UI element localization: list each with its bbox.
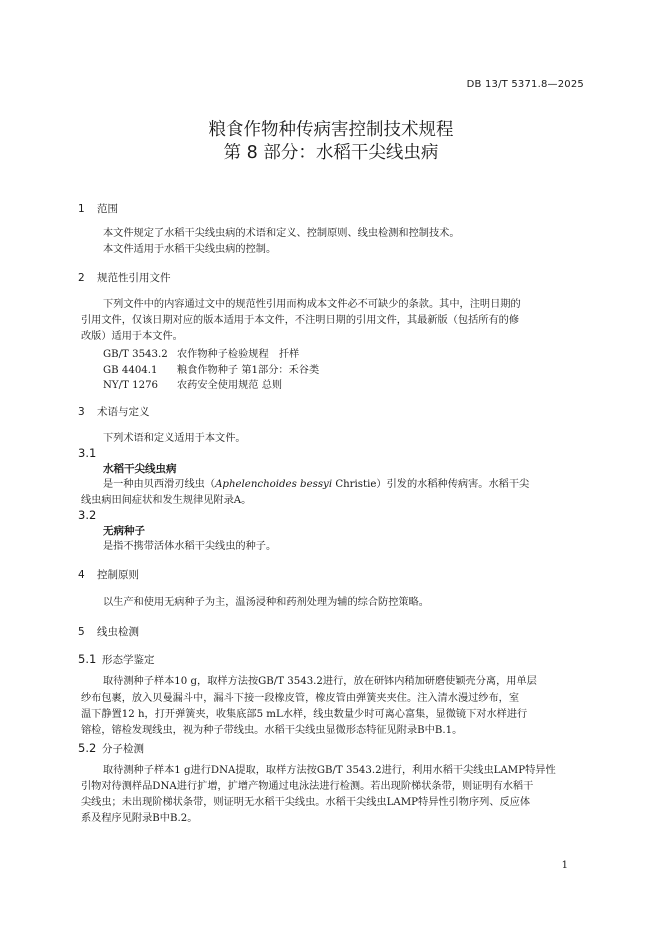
section-4-heading bbox=[78, 567, 139, 582]
paragraph-line: 系及程序见附录B中B.2。 bbox=[81, 813, 198, 824]
term-number: 3.2 bbox=[78, 508, 97, 522]
term-definition: 是指不携带活体水稻干尖线虫的种子。 bbox=[103, 541, 277, 552]
paragraph-line: 尖线虫；未出现阶梯状条带，则证明无水稻干尖线虫。水稻干尖线虫LAMP特异性引物序列、反应体 bbox=[81, 797, 531, 808]
reference-code: GB/T 3543.2 bbox=[103, 349, 168, 360]
paragraph: 以生产和使用无病种子为主，温汤浸种和药剂处理为辅的综合防控策略。 bbox=[103, 597, 429, 608]
page-number: 1 bbox=[561, 860, 568, 871]
reference-item bbox=[103, 361, 319, 376]
subsection-5-1-heading bbox=[78, 652, 155, 667]
term-number: 3.1 bbox=[78, 446, 97, 460]
subsection-5-2-heading bbox=[78, 741, 144, 756]
paragraph-line: 取待测种子样本10 g，取样方法按GB/T 3543.2进行，放在研钵内稍加研磨使颖壳分离，用单层 bbox=[103, 676, 537, 687]
paragraph-line: 改版）适用于本文件。 bbox=[81, 331, 183, 342]
paragraph-line: 镕检，镕检发现线虫，视为种子带线虫。水稻干尖线虫显微形态特征见附录B中B.1。 bbox=[81, 725, 463, 736]
reference-item bbox=[103, 345, 299, 360]
section-number: 3 bbox=[78, 406, 85, 418]
subsection-title: 分子检测 bbox=[102, 743, 144, 755]
paragraph: 本文件适用于水稻干尖线虫病的控制。 bbox=[103, 244, 277, 255]
section-title: 规范性引用文件 bbox=[97, 272, 171, 284]
reference-title: 粮食作物种子 第1部分：禾谷类 bbox=[177, 365, 320, 376]
paragraph-line: 下列文件中的内容通过文中的规范性引用而构成本文件必不可缺少的条款。其中，注明日期的 bbox=[103, 299, 521, 310]
term-title: 水稻干尖线虫病 bbox=[103, 463, 177, 475]
paragraph-line: 引物对待测样品DNA进行扩增，扩增产物通过电泳法进行检测。若出现阶梯状条带，则证明有水稻干 bbox=[81, 781, 534, 792]
definition-text: Christie）引发的水稻种传病害。水稻干尖 bbox=[332, 479, 530, 490]
subsection-number: 5.2 bbox=[78, 741, 97, 755]
term-definition bbox=[103, 476, 529, 493]
reference-title: 农作物种子检验规程 扦样 bbox=[177, 349, 300, 360]
reference-code: NY/T 1276 bbox=[103, 380, 159, 391]
paragraph-line: 引用文件，仅该日期对应的版本适用于本文件，不注明日期的引用文件，其最新版（包括所有的修 bbox=[81, 315, 520, 326]
paragraph-line: 纱布包裹，放入贝曼漏斗中，漏斗下接一段橡皮管，橡皮管由弹簧夹夹住。注入清水漫过纱布，室 bbox=[81, 693, 520, 704]
paragraph-line: 温下静置12 h，打开弹簧夹，收集底部5 mL水样，线虫数量少时可离心富集，显微镜下对水样进行 bbox=[81, 709, 528, 720]
section-number: 1 bbox=[78, 203, 85, 215]
reference-title: 农药安全使用规范 总则 bbox=[177, 380, 283, 391]
paragraph: 本文件规定了水稻干尖线虫病的术语和定义、控制原则、线虫检测和控制技术。 bbox=[103, 228, 460, 239]
section-5-heading bbox=[78, 624, 139, 639]
section-title: 范围 bbox=[97, 203, 118, 215]
section-number: 2 bbox=[78, 272, 85, 284]
section-1-heading bbox=[78, 201, 118, 216]
standard-code: DB 13/T 5371.8—2025 bbox=[466, 79, 584, 90]
section-number: 5 bbox=[78, 626, 85, 638]
definition-text: 是一种由贝西滑刃线虫（ bbox=[103, 479, 216, 490]
paragraph-line: 取待测种子样本1 g进行DNA提取，取样方法按GB/T 3543.2进行，利用水稻干尖线虫LAMP特异性 bbox=[103, 765, 556, 776]
document-title: 粮食作物种传病害控制技术规程 bbox=[208, 120, 454, 140]
scientific-name: Aphelenchoides bessyi bbox=[215, 479, 333, 490]
section-title: 线虫检测 bbox=[97, 626, 139, 638]
reference-item bbox=[103, 376, 282, 391]
section-title: 术语与定义 bbox=[97, 406, 150, 418]
reference-code: GB 4404.1 bbox=[103, 365, 158, 376]
paragraph: 下列术语和定义适用于本文件。 bbox=[103, 433, 246, 444]
section-3-heading bbox=[78, 404, 150, 419]
document-subtitle: 第 8 部分：水稻干尖线虫病 bbox=[223, 143, 439, 163]
section-number: 4 bbox=[78, 569, 85, 581]
term-title: 无病种子 bbox=[103, 525, 145, 537]
term-definition-line: 线虫病田间症状和发生规律见附录A。 bbox=[81, 495, 252, 506]
section-title: 控制原则 bbox=[97, 569, 139, 581]
subsection-title: 形态学鉴定 bbox=[102, 654, 155, 666]
section-2-heading bbox=[78, 270, 171, 285]
subsection-number: 5.1 bbox=[78, 652, 97, 666]
